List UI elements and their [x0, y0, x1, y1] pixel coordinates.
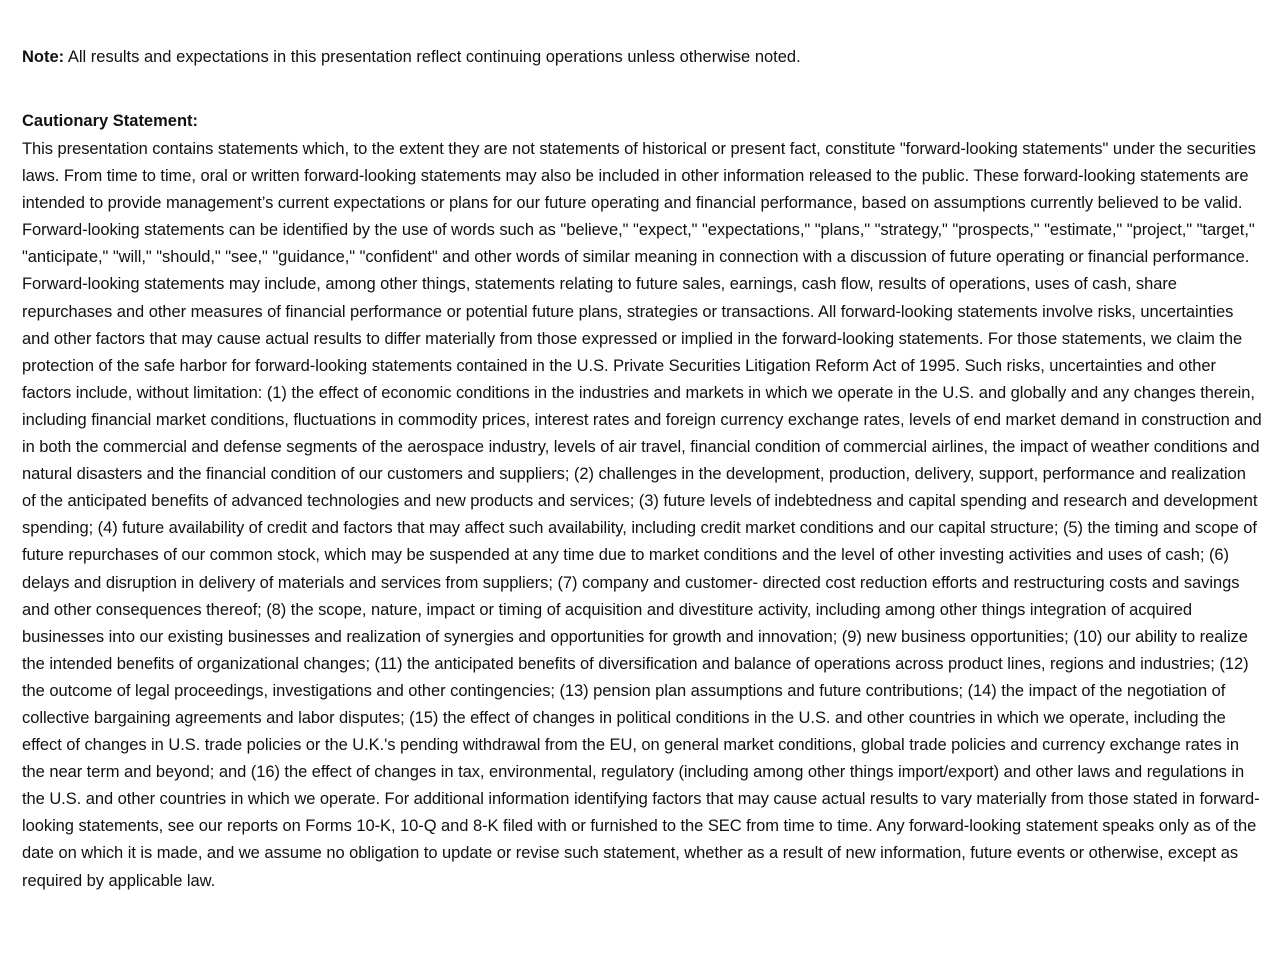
- cautionary-body: This presentation contains statements which, to the extent they are not statements of historical or present fact, constitute "forward-looking statements" under the securities laws. From time to time, oral or written forward-looking statements may also be included in other information released to the public. These forward-looking statements are intended to provide management’s current expectations or plans for our future operating and financial performance, based on assumptions currently believed to be valid. Forward-looking statements can be identified by the use of words such as "believe," "expect," "expectations," "plans," "strategy," "prospects," "estimate," "project," "target," "anticipate," "will," "should," "see," "guidance," "confident" and other words of similar meaning in connection with a discussion of future operating or financial performance. Forward-looking statements may include, among other things, statements relating to future sales, earnings, cash flow, results of operations, uses of cash, share repurchases and other measures of financial performance or potential future plans, strategies or transactions. All forward-looking statements involve risks, uncertainties and other factors that may cause actual results to differ materially from those expressed or implied in the forward-looking statements. For those statements, we claim the protection of the safe harbor for forward-looking statements contained in the U.S. Private Securities Litigation Reform Act of 1995. Such risks, uncertainties and other factors include, without limitation: (1) the effect of economic conditions in the industries and markets in which we operate in the U.S. and globally and any changes therein, including financial market conditions, fluctuations in commodity prices, interest rates and foreign currency exchange rates, levels of end market demand in construction and in both the commercial and defense segments of the aerospace industry, levels of air travel, financial condition of commercial airlines, the impact of weather conditions and natural disasters and the financial condition of our customers and suppliers; (2) challenges in the development, production, delivery, support, performance and realization of the anticipated benefits of advanced technologies and new products and services; (3) future levels of indebtedness and capital spending and research and development spending; (4) future availability of credit and factors that may affect such availability, including credit market conditions and our capital structure; (5) the timing and scope of future repurchases of our common stock, which may be suspended at any time due to market conditions and the level of other investing activities and uses of cash; (6) delays and disruption in delivery of materials and services from suppliers; (7) company and customer- directed cost reduction efforts and restructuring costs and savings and other consequences thereof; (8) the scope, nature, impact or timing of acquisition and divestiture activity, including among other things integration of acquired businesses into our existing businesses and realization of synergies and opportunities for growth and innovation; (9) new business opportunities; (10) our ability to realize the intended benefits of organizational changes; (11) the anticipated benefits of diversification and balance of operations across product lines, regions and industries; (12) the outcome of legal proceedings, investigations and other contingencies; (13) pension plan assumptions and future contributions; (14) the impact of the negotiation of collective bargaining agreements and labor disputes; (15) the effect of changes in political conditions in the U.S. and other countries in which we operate, including the effect of changes in U.S. trade policies or the U.K.'s pending withdrawal from the EU, on general market conditions, global trade policies and currency exchange rates in the near term and beyond; and (16) the effect of changes in tax, environmental, regulatory (including among other things import/export) and other laws and regulations in the U.S. and other countries in which we operate. For additional information identifying factors that may cause actual results to vary materially from those stated in forward-looking statements, see our reports on Forms 10-K, 10-Q and 8-K filed with or furnished to the SEC from time to time. Any forward-looking statement speaks only as of the date on which it is made, and we assume no obligation to update or revise such statement, whether as a result of new information, future events or otherwise, except as required by applicable law.: [22, 140, 1262, 890]
- note-label: Note:: [22, 48, 65, 66]
- cautionary-heading: Cautionary Statement:: [22, 112, 199, 130]
- document-page: [22, 44, 1262, 895]
- note-paragraph: [22, 44, 1262, 70]
- note-text: All results and expectations in this presentation reflect continuing operations unless otherwise noted.: [64, 48, 801, 66]
